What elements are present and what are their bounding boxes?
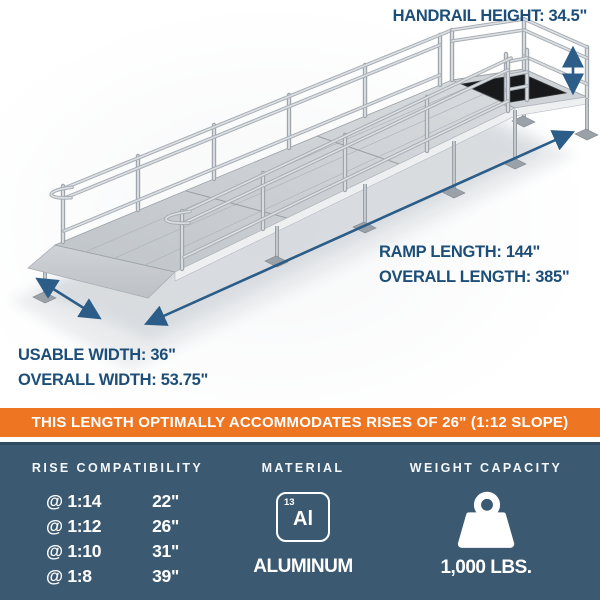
rise-value: 22": [152, 491, 179, 511]
rise-value: 26": [152, 516, 179, 536]
ramp-length-label: RAMP LENGTH: 144": [379, 243, 541, 261]
length-labels: [379, 240, 569, 290]
usable-width-label: USABLE WIDTH: 36": [18, 346, 176, 364]
weight-icon: [449, 489, 525, 551]
material-title: MATERIAL: [261, 461, 345, 475]
rise-ratio: @ 1:14: [46, 491, 102, 511]
spec-panel: [0, 442, 600, 600]
overall-length-label: OVERALL LENGTH: 385": [379, 268, 570, 286]
rise-value: 39": [152, 566, 179, 586]
aluminum-element-icon: [276, 492, 330, 542]
material-name: ALUMINUM: [253, 556, 353, 577]
handrail-height-label: HANDRAIL HEIGHT: 34.5": [392, 7, 587, 25]
rise-row: [46, 514, 179, 539]
rise-ratio: @ 1:12: [46, 516, 102, 536]
weight-capacity-title: WEIGHT CAPACITY: [409, 461, 563, 475]
rise-value: 31": [152, 541, 179, 561]
slope-banner: THIS LENGTH OPTIMALLY ACCOMMODATES RISES OF 26" (1:12 SLOPE): [0, 408, 600, 437]
overall-width-label: OVERALL WIDTH: 53.75": [18, 371, 209, 389]
element-symbol: Al: [293, 508, 313, 530]
rise-row: [46, 489, 179, 514]
weight-capacity-value: 1,000 LBS.: [440, 557, 532, 578]
rise-ratio: @ 1:10: [46, 541, 102, 561]
rise-row: [46, 564, 179, 589]
width-labels: [18, 343, 208, 393]
rise-ratio: @ 1:8: [46, 566, 92, 586]
rise-compatibility-title: RISE COMPATIBILITY: [31, 461, 204, 475]
rise-compatibility-table: [46, 489, 179, 589]
rise-row: [46, 539, 179, 564]
element-atomic-number: 13: [284, 497, 295, 508]
